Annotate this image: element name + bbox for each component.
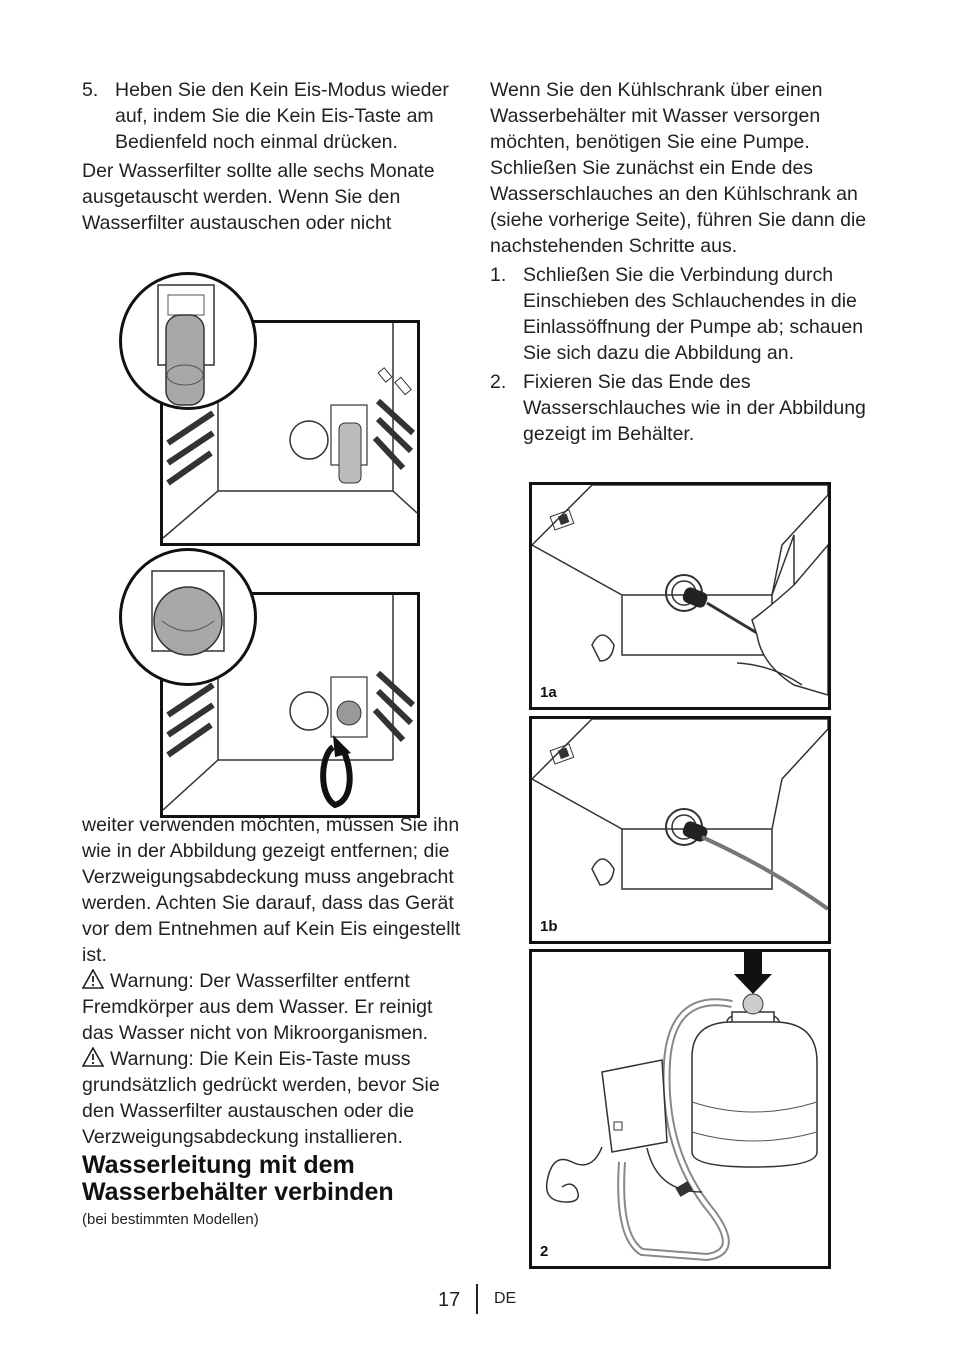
warning-2 — [82, 1046, 462, 1150]
figure-label: 2 — [540, 1243, 549, 1260]
figure-2 — [529, 949, 831, 1269]
language-code: DE — [494, 1290, 517, 1307]
page-number: 17 — [438, 1289, 461, 1311]
warning-1 — [82, 968, 462, 1046]
magnified-filter-bottom — [119, 548, 257, 686]
step-text: Heben Sie den Kein Eis-Modus wieder auf, indem Sie die Kein Eis-Taste am Bedienfeld noch einmal drücken. — [115, 79, 449, 153]
section-heading — [82, 1152, 462, 1206]
filter-paragraph-part1: Der Wasserfilter sollte alle sechs Monate ausgetauscht werden. Wenn Sie den Wasserfilter austauschen oder nicht — [82, 160, 435, 234]
filter-paragraph-part2: weiter verwenden möchten, müssen Sie ihn wie in der Abbildung gezeigt entfernen; die Verzweigungsabdeckung muss angebracht werden. Achten Sie darauf, dass das Gerät vor dem Entnehmen auf Kein Eis eingestellt ist. — [82, 814, 461, 966]
left-column — [82, 77, 462, 236]
step-2 — [490, 369, 880, 447]
magnified-filter-top — [119, 272, 257, 410]
left-column-continued — [82, 812, 462, 1230]
right-column — [490, 77, 880, 447]
footer-divider — [476, 1284, 478, 1314]
step-text: Schließen Sie die Verbindung durch Einschieben des Schlauchendes in die Einlassöffnung der Pumpe ab; schauen Sie sich dazu die Abbildung an. — [523, 264, 864, 364]
figure-1b — [529, 716, 831, 944]
step-text: Fixieren Sie das Ende des Wasserschlauches wie in der Abbildung gezeigt im Behälter. — [523, 371, 866, 445]
step-number: 1. — [490, 264, 507, 286]
section-heading-line2: Wasserbehälter verbinden — [82, 1178, 394, 1206]
step-number: 5. — [82, 79, 99, 101]
figure-label: 1b — [540, 918, 558, 935]
section-heading-line1: Wasserleitung mit dem — [82, 1151, 355, 1179]
step-5 — [82, 77, 462, 155]
figure-1a — [529, 482, 831, 710]
figure-label: 1a — [540, 684, 557, 701]
warning-triangle-icon — [82, 1047, 104, 1067]
warning-1-text: Warnung: Der Wasserfilter entfernt Fremdkörper aus dem Wasser. Er reinigt das Wasser nicht von Mikroorganismen. — [82, 970, 433, 1044]
warning-triangle-icon — [82, 969, 104, 989]
section-subnote: (bei bestimmten Modellen) — [82, 1211, 259, 1228]
warning-2-text: Warnung: Die Kein Eis-Taste muss grundsätzlich gedrückt werden, bevor Sie den Wasserfilter austauschen oder die Verzweigungsabdeckung installieren. — [82, 1048, 440, 1148]
step-1 — [490, 262, 880, 366]
step-number: 2. — [490, 371, 507, 393]
intro-paragraph: Wenn Sie den Kühlschrank über einen Wasserbehälter mit Wasser versorgen möchten, benötigen Sie eine Pumpe. Schließen Sie zunächst ein Ende des Wasserschlauches an den Kühlschrank an (siehe vorherige Seite), führen Sie dann die nachstehenden Schritte aus. — [490, 79, 867, 257]
